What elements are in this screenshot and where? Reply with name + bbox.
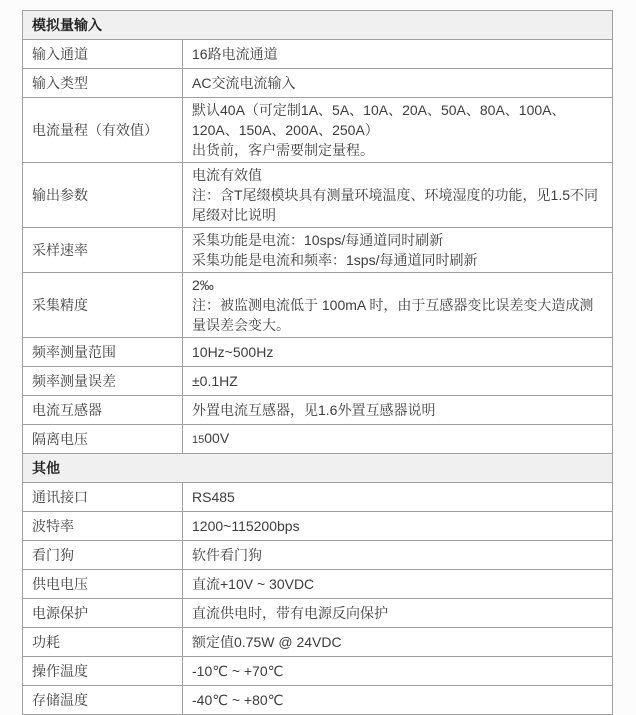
table-row [23, 570, 613, 599]
spec-value-line: 注：被监测电流低于 100mA 时，由于互感器变比误差变大造成测量误差会变大。 [192, 297, 594, 333]
spec-table-body [23, 11, 613, 715]
spec-value-cell [183, 338, 613, 367]
spec-value-cell [183, 599, 613, 628]
spec-label-cell: 采集精度 [23, 273, 183, 338]
table-row [23, 98, 613, 163]
section-header-cell: 其他 [23, 454, 613, 483]
spec-value-cell [183, 541, 613, 570]
table-row [23, 512, 613, 541]
table-row [23, 686, 613, 715]
spec-label-cell: 供电电压 [23, 570, 183, 599]
table-row [23, 483, 613, 512]
table-row [23, 396, 613, 425]
table-row [23, 657, 613, 686]
spec-value-line: AC交流电流输入 [192, 75, 296, 91]
spec-value-line: 16路电流通道 [192, 46, 278, 62]
spec-value-cell [183, 570, 613, 599]
spec-label-cell: 通讯接口 [23, 483, 183, 512]
table-row [23, 228, 613, 273]
spec-label-cell: 频率测量误差 [23, 367, 183, 396]
spec-label-cell: 输入类型 [23, 69, 183, 98]
table-row [23, 367, 613, 396]
spec-value-cell [183, 273, 613, 338]
spec-value-cell [183, 40, 613, 69]
spec-value-line: 软件看门狗 [192, 547, 262, 563]
table-row [23, 273, 613, 338]
spec-value-line: 10Hz~500Hz [192, 344, 274, 360]
spec-value-cell [183, 367, 613, 396]
spec-label-cell: 电源保护 [23, 599, 183, 628]
spec-value-line: ±0.1HZ [192, 373, 238, 389]
spec-value-cell [183, 657, 613, 686]
spec-value-cell [183, 163, 613, 228]
spec-value-cell [183, 686, 613, 715]
table-row [23, 425, 613, 454]
spec-value-line: 出货前，客户需要制定量程。 [192, 142, 374, 158]
spec-value-line: -40℃ ~ +80℃ [192, 692, 284, 708]
spec-label-cell: 隔离电压 [23, 425, 183, 454]
spec-value-cell [183, 396, 613, 425]
spec-value-line: 采集功能是电流和频率：1sps/每通道同时刷新 [192, 252, 478, 268]
spec-value-line: 外置电流互感器，见1.6外置互感器说明 [192, 402, 436, 418]
spec-value-cell [183, 228, 613, 273]
spec-value-rest: 00V [204, 430, 230, 446]
spec-value-line: 2‰ [192, 277, 214, 293]
spec-value-cell [183, 483, 613, 512]
table-row [23, 541, 613, 570]
table-row [23, 338, 613, 367]
spec-value-cell [183, 425, 613, 454]
spec-value-small-prefix: 15 [192, 434, 205, 446]
spec-label-cell: 采样速率 [23, 228, 183, 273]
spec-value-line: 电流有效值 [192, 167, 262, 183]
table-row [23, 628, 613, 657]
spec-value-line: -10℃ ~ +70℃ [192, 663, 284, 679]
section-header-cell: 模拟量输入 [23, 11, 613, 40]
spec-table [22, 10, 613, 715]
spec-value-line: 额定值0.75W @ 24VDC [192, 634, 342, 650]
spec-label-cell: 电流互感器 [23, 396, 183, 425]
spec-value-cell [183, 69, 613, 98]
spec-label-cell: 操作温度 [23, 657, 183, 686]
spec-label-cell: 输入通道 [23, 40, 183, 69]
spec-label-cell: 存储温度 [23, 686, 183, 715]
spec-label-cell: 波特率 [23, 512, 183, 541]
spec-value-line: 采集功能是电流：10sps/每通道同时刷新 [192, 232, 444, 248]
spec-label-cell: 频率测量范围 [23, 338, 183, 367]
spec-label-cell: 功耗 [23, 628, 183, 657]
spec-label-cell: 输出参数 [23, 163, 183, 228]
section-header-row [23, 11, 613, 40]
spec-value-cell [183, 98, 613, 163]
spec-value-line [192, 428, 603, 450]
table-row [23, 599, 613, 628]
spec-value-line: 注：含T尾缀模块具有测量环境温度、环境湿度的功能，见1.5不同尾缀对比说明 [192, 187, 599, 223]
spec-value-line: RS485 [192, 489, 235, 505]
spec-value-cell [183, 512, 613, 541]
spec-value-cell [183, 628, 613, 657]
section-header-row [23, 454, 613, 483]
spec-value-line: 默认40A（可定制1A、5A、10A、20A、50A、80A、100A、120A、150A、200A、250A） [192, 102, 566, 138]
spec-value-line: 直流供电时，带有电源反向保护 [192, 605, 388, 621]
spec-label-cell: 看门狗 [23, 541, 183, 570]
spec-label-cell: 电流量程（有效值） [23, 98, 183, 163]
table-row [23, 40, 613, 69]
spec-value-line: 直流+10V ~ 30VDC [192, 576, 315, 592]
spec-value-line: 1200~115200bps [192, 518, 300, 534]
table-row [23, 163, 613, 228]
table-row [23, 69, 613, 98]
